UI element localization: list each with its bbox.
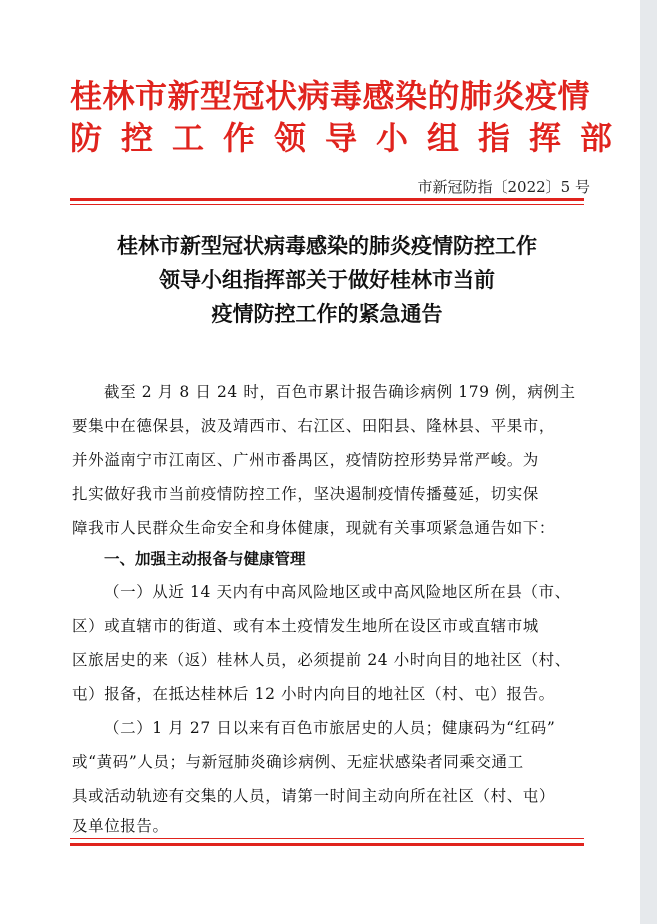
body-line: 扎实做好我市当前疫情防控工作，坚决遏制疫情传播蔓延，切实保 [72, 485, 539, 503]
notice-title-line2: 领导小组指挥部关于做好桂林市当前 [159, 267, 495, 292]
page-margin [640, 0, 657, 924]
body-line: 及单位报告。 [72, 817, 169, 835]
body-line: 障我市人民群众生命安全和身体健康，现就有关事项紧急通告如下： [72, 519, 556, 537]
body-line: 屯）报备，在抵达桂林后 12 小时内向目的地社区（村、屯）报告。 [72, 685, 555, 703]
notice-title-line1: 桂林市新型冠状病毒感染的肺炎疫情防控工作 [117, 233, 537, 258]
body-line: （二）1 月 27 日以来有百色市旅居史的人员；健康码为“红码” [104, 719, 556, 737]
body-line: 区旅居史的来（返）桂林人员，必须提前 24 小时向目的地社区（村、 [72, 651, 571, 669]
footer-rule-thin [70, 838, 584, 839]
body-line: 要集中在德保县，波及靖西市、右江区、田阳县、隆林县、平果市， [72, 417, 556, 435]
section-heading: 一、加强主动报备与健康管理 [104, 550, 306, 568]
header-title-line2: 防控工作领导小组指挥部 [70, 119, 632, 157]
body-line: （一）从近 14 天内有中高风险地区或中高风险地区所在县（市、 [104, 583, 571, 601]
body-line: 具或活动轨迹有交集的人员，请第一时间主动向所在社区（村、屯） [72, 787, 556, 805]
notice-title-line3: 疫情防控工作的紧急通告 [211, 301, 443, 326]
body-line: 或“黄码”人员；与新冠肺炎确诊病例、无症状感染者同乘交通工 [72, 753, 524, 771]
body-line: 区）或直辖市的街道、或有本土疫情发生地所在设区市或直辖市城 [72, 617, 539, 635]
footer-rule-thick [70, 843, 584, 846]
body-line: 并外溢南宁市江南区、广州市番禺区，疫情防控形势异常严峻。为 [72, 451, 539, 469]
document-number: 市新冠防指〔2022〕5 号 [417, 178, 590, 196]
header-rule-thin [70, 204, 584, 205]
header-rule-thick [70, 198, 584, 201]
body-line: 截至 2 月 8 日 24 时，百色市累计报告确诊病例 179 例，病例主 [104, 383, 576, 401]
header-title-line1: 桂林市新型冠状病毒感染的肺炎疫情 [70, 77, 591, 115]
